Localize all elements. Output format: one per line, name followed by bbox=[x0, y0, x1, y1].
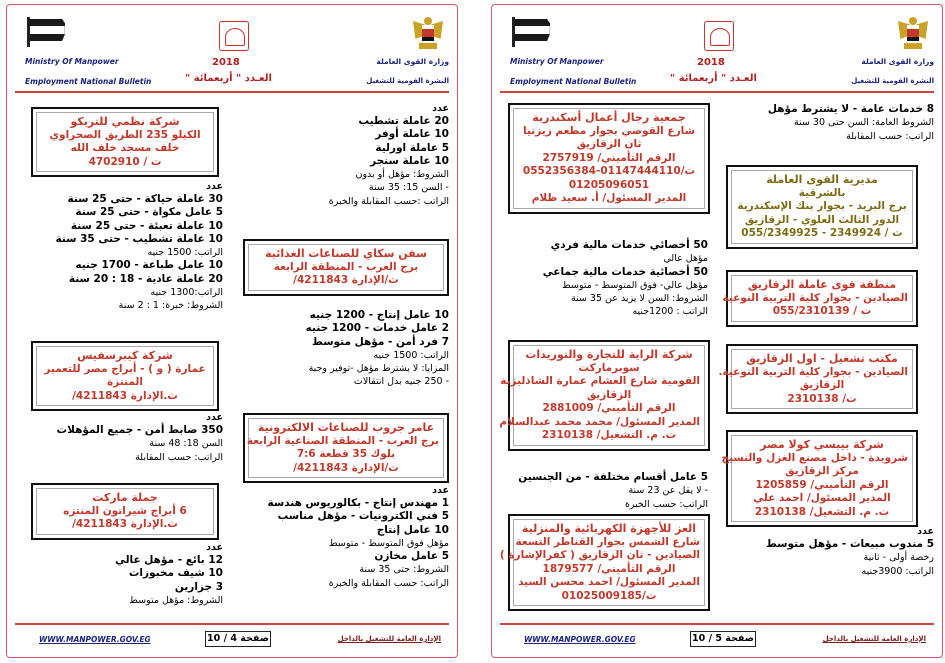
job-list bbox=[25, 412, 223, 464]
job-list bbox=[237, 309, 449, 389]
company-detail: المدير المسئول/ احمد محسن السيد bbox=[518, 576, 700, 588]
company-info bbox=[248, 418, 444, 478]
company-info bbox=[731, 170, 913, 244]
company-detail: مركز الزقازيق bbox=[785, 465, 859, 477]
job-line: 5 عاملة اورلية bbox=[375, 141, 449, 154]
job-line: 5 عامل مخازن bbox=[374, 550, 449, 563]
ministry-name-ar: وزارة القوى العاملة bbox=[376, 57, 449, 66]
ministry-name-en: Ministry Of Manpower bbox=[510, 57, 604, 66]
company-detail: 6 أبراج شيراتون المنتزه bbox=[63, 504, 187, 517]
job-line: 5 عامل مكواة - حتى 25 سنة bbox=[75, 206, 223, 219]
company-detail: ت/الإدارة 4211843/ bbox=[293, 274, 399, 286]
job-line: مؤهل عالي- فوق المتوسط - متوسط bbox=[562, 279, 708, 291]
company-detail: شارع القوصي بجوار مطعم زيزنيا bbox=[523, 124, 695, 137]
job-line: 350 ضابط أمن - جميع المؤهلات bbox=[56, 424, 223, 436]
company-detail: عمارة ( و ) - أبراج مصر للتعمير bbox=[44, 362, 206, 375]
company-detail: المدير المسئول/ محمد محمد عبدالسلام bbox=[499, 415, 700, 428]
company-info bbox=[36, 346, 214, 406]
company-detail: ت.الإدارة 4211843/ bbox=[72, 389, 178, 402]
company-detail: ت/01147444110-0552356384 bbox=[522, 165, 696, 177]
job-line: 50 أخصائي خدمات مالية فردي bbox=[550, 239, 708, 251]
eagle-emblem-icon bbox=[413, 17, 443, 51]
issue-number: العـدد " أربعمائة " bbox=[670, 73, 757, 84]
company-box-maktab bbox=[718, 344, 918, 414]
job-list bbox=[722, 526, 934, 578]
year: 2018 bbox=[697, 57, 725, 68]
job-line: 10 عامل إنتاج bbox=[376, 523, 449, 536]
job-line: الشروط: حتى 35 سنة bbox=[359, 564, 449, 576]
company-detail: ت. م. التشغيل/ 2310138 bbox=[754, 505, 890, 518]
job-list bbox=[25, 181, 223, 313]
page-footer bbox=[500, 623, 934, 651]
job-list bbox=[25, 542, 223, 607]
job-line: مؤهل عالي bbox=[663, 253, 708, 265]
job-line: الراتب: حسب المقابلة bbox=[135, 451, 223, 463]
job-line: 10 عاملة سنجر bbox=[370, 154, 449, 167]
bulletin-name-en: Employment National Bulletin bbox=[25, 77, 152, 86]
company-detail: المنتزة bbox=[107, 376, 143, 388]
count-header: عدد bbox=[432, 103, 449, 114]
job-line: 1 مهندس إنتاج - بكالوريوس هندسة bbox=[267, 497, 449, 509]
ministry-logo-icon bbox=[704, 21, 734, 51]
company-detail: ت. م. التشغيل/ 2310138 bbox=[541, 429, 677, 441]
company-detail: ثان الزقازيق bbox=[576, 138, 642, 150]
company-name: جملة ماركت bbox=[92, 491, 158, 504]
job-line: 10 عاملة تشطيب - حتى 35 سنة bbox=[55, 232, 223, 245]
job-line: 10 شيف مخبوزات bbox=[128, 567, 223, 580]
company-detail: ت/01025009185 bbox=[561, 589, 657, 602]
company-info bbox=[36, 488, 214, 535]
company-box-tricot bbox=[31, 107, 219, 177]
company-box-mantiqa bbox=[722, 270, 918, 327]
company-detail: الصيادين - بجوار كلية التربية النوعية bbox=[722, 291, 908, 304]
company-box-sakka bbox=[243, 239, 449, 296]
bulletin-name-ar: النشرة القومية للتشغيل bbox=[851, 77, 934, 85]
job-line: 12 بائع - مؤهل عالي bbox=[114, 554, 223, 566]
divider bbox=[500, 91, 934, 93]
company-info bbox=[36, 112, 214, 172]
company-detail: الزقازيق bbox=[799, 379, 845, 391]
divider bbox=[15, 91, 449, 93]
flag-icon bbox=[29, 19, 65, 41]
company-detail: بالشرقية bbox=[798, 186, 846, 199]
company-name: العز للأجهزة الكهربائية والمنزلية bbox=[521, 522, 697, 535]
job-line: الراتب: 1500 جنيه bbox=[147, 247, 223, 259]
company-name: جمعية رجال أعمال أسكندرية bbox=[532, 111, 686, 124]
company-detail: 01205096051 bbox=[568, 178, 650, 191]
job-list bbox=[510, 239, 708, 319]
company-box-rigal bbox=[508, 103, 710, 214]
job-line: 30 عاملة حياكة - حتى 25 سنة bbox=[67, 193, 223, 205]
company-detail: ت/ 2310138 bbox=[787, 392, 857, 405]
job-line: 10 عامل إنتاج - 1200 جنيه bbox=[309, 309, 449, 321]
job-line: 10 عاملة أوفر bbox=[375, 128, 449, 141]
eagle-emblem-icon bbox=[898, 17, 928, 51]
page-header bbox=[7, 5, 457, 100]
company-detail: خلف مسجد خلف الله bbox=[70, 142, 180, 154]
job-line: 5 مندوب مبيعات - مؤهل متوسط bbox=[765, 538, 934, 550]
company-name: سفن سكاي للصناعات الغذائية bbox=[265, 247, 427, 260]
job-line: الراتب: 3900جنيه bbox=[861, 565, 934, 577]
job-line: 7 فرد أمن - مؤهل متوسط bbox=[312, 335, 449, 348]
job-line: - السن 15: 35 سنة bbox=[368, 182, 449, 194]
job-line: الراتب: حسب المقابلة bbox=[846, 130, 934, 142]
company-info bbox=[718, 349, 913, 409]
company-detail: المدير المسئول/ احمد علي bbox=[753, 492, 891, 504]
company-detail: ت / 2349924 - 055/2349925 bbox=[741, 227, 903, 239]
website-link[interactable]: WWW.MANPOWER.GOV.EG bbox=[524, 635, 636, 644]
count-header: عدد bbox=[206, 412, 223, 423]
count-header: عدد bbox=[432, 485, 449, 496]
job-line: 3 جزارين bbox=[174, 580, 223, 593]
company-detail: الصيادين - ثان الزقازيق ( كفرالإشارة ) bbox=[499, 549, 700, 561]
job-list bbox=[722, 103, 934, 143]
divider bbox=[15, 623, 449, 625]
ministry-name-ar: وزارة القوى العاملة bbox=[861, 57, 934, 66]
page-header bbox=[492, 5, 942, 100]
divider bbox=[500, 623, 934, 625]
job-line: 10 عامل طباعة - 1700 جنيه bbox=[75, 259, 223, 272]
flag-icon bbox=[514, 19, 550, 41]
count-header: عدد bbox=[206, 181, 223, 192]
job-line: الشروط العامة: السن حتى 30 سنة bbox=[793, 117, 934, 129]
job-line: السن 18: 48 سنة bbox=[149, 438, 223, 450]
job-line: 2 عامل خدمات - 1200 جنيه bbox=[305, 322, 449, 335]
job-line: الراتب: حسب المقابلة والخبرة bbox=[328, 577, 449, 589]
ministry-name-en: Ministry Of Manpower bbox=[25, 57, 119, 66]
job-line: 10 عاملة تعبئة - حتى 25 سنة bbox=[70, 219, 223, 232]
department-name: الإدارة العامة للتشغيل بالداخل bbox=[337, 635, 441, 643]
page-number: صفحة 5 / 10 bbox=[690, 631, 756, 647]
company-name: شركة الراية للتجارة والتوريدات bbox=[525, 348, 693, 361]
company-name: مديرية القوى العاملة bbox=[766, 173, 878, 186]
bulletin-name-ar: النشرة القومية للتشغيل bbox=[366, 77, 449, 85]
job-line: مؤهل فوق المتوسط - متوسط bbox=[328, 537, 449, 549]
company-detail: شرويدة - داخل مصنع الغزل والنسيج bbox=[721, 451, 908, 464]
year: 2018 bbox=[212, 57, 240, 68]
job-line: 20 عاملة تشطيب bbox=[358, 115, 449, 127]
company-detail: المدير المسئول/ أ. سعيد ظلام bbox=[531, 192, 687, 204]
company-box-amer bbox=[243, 413, 449, 483]
company-detail: الزقازيق bbox=[586, 388, 632, 401]
company-detail: الصيادين - بجوار كلية التربية النوعية. bbox=[718, 365, 908, 378]
count-header: عدد bbox=[206, 542, 223, 553]
company-box-kiber bbox=[31, 341, 219, 411]
job-line: 50 أخصائية خدمات مالية جماعي bbox=[542, 265, 708, 278]
company-detail: ت / 4702910 bbox=[88, 155, 162, 168]
company-detail: بلوك 35 قطعة 7:6 bbox=[296, 448, 396, 460]
job-line: الشروط: مؤهل متوسط bbox=[129, 594, 223, 606]
job-line: الشروط: خبرة: 1 : 2 سنة bbox=[118, 300, 223, 312]
company-info bbox=[499, 519, 705, 606]
company-detail: الرقم التأميني/ 1205859 bbox=[755, 478, 889, 491]
job-line: - 250 جنيه بدل انتقالات bbox=[353, 376, 449, 388]
page-4 bbox=[6, 4, 458, 658]
company-name: شركة نظمي للتريكو bbox=[70, 115, 180, 128]
company-box-mudiria bbox=[726, 165, 918, 249]
company-detail: سوبرماركت bbox=[578, 361, 640, 374]
job-line: المزايا: لا يشترط مؤهل -توفير وجبة bbox=[308, 363, 449, 375]
job-line: - لا يقل عن 23 سنة bbox=[628, 485, 708, 497]
company-box-raya bbox=[499, 340, 710, 451]
job-line: الشروط: مؤهل أو بدون bbox=[355, 169, 449, 181]
company-detail: الرقم التأميني/ 1879577 bbox=[542, 562, 676, 575]
job-line: الشروط: السن لا يزيد عن 35 سنة bbox=[570, 293, 708, 305]
company-box-pepsi bbox=[721, 430, 918, 527]
department-name: الإدارة العامة للتشغيل بالداخل bbox=[822, 635, 926, 643]
job-line: 5 عامل أقسام مختلفة - من الجنسين bbox=[518, 471, 708, 483]
company-info bbox=[513, 108, 705, 209]
job-line: 20 عاملة عادية - 18 : 20 سنة bbox=[68, 272, 223, 285]
company-detail: الدور الثالث العلوي - الزقازيق bbox=[744, 213, 900, 226]
company-name: مكتب تشغيل - اول الزقازيق bbox=[746, 352, 898, 365]
ministry-logo-icon bbox=[219, 21, 249, 51]
company-detail: الرقم التأميني/ 2757919 bbox=[542, 151, 676, 164]
job-line: الراتب :حسب المقابلة والخبرة bbox=[328, 195, 449, 207]
count-header: عدد bbox=[917, 526, 934, 537]
company-info bbox=[721, 435, 913, 522]
company-info bbox=[499, 345, 705, 446]
company-box-gomla bbox=[31, 483, 219, 540]
company-name: شركة كيبرسفيس bbox=[77, 349, 173, 362]
page-footer bbox=[15, 623, 449, 651]
company-detail: برج البريد - بجوار بنك الإسكندرية bbox=[737, 200, 907, 212]
company-detail: ت/الإدارة 4211843/ bbox=[293, 461, 399, 474]
job-list bbox=[237, 103, 449, 208]
bulletin-name-en: Employment National Bulletin bbox=[510, 77, 637, 86]
page-5 bbox=[491, 4, 943, 658]
company-detail: برج العرب - المنطقة الرابعة bbox=[273, 260, 419, 273]
job-line: الراتب : 1200جنيه bbox=[632, 306, 708, 318]
job-line: الراتب: حسب الخبرة bbox=[624, 498, 708, 510]
company-detail: ت.الإدارة 4211843/ bbox=[72, 518, 178, 530]
company-detail: الكيلو 235 الطريق الصحراوي bbox=[49, 128, 201, 141]
company-name: شركة بيبسي كولا مصر bbox=[760, 438, 884, 451]
company-detail: الرقم التأميني/ 2881009 bbox=[542, 402, 676, 414]
job-line: 5 فني الكترونيات - مؤهل مناسب bbox=[277, 510, 449, 523]
issue-number: العـدد " أربعمائة " bbox=[185, 73, 272, 84]
job-list bbox=[237, 485, 449, 590]
job-line: 8 خدمات عامة - لا يشترط مؤهل bbox=[767, 103, 934, 115]
company-box-ezz bbox=[499, 514, 710, 611]
company-detail: برج العرب - المنطقة الصناعية الرابعة bbox=[246, 434, 439, 447]
job-line: رخصة أولى - ثانية bbox=[863, 552, 934, 564]
company-name: منطقة قوى عاملة الزقازيق bbox=[747, 278, 897, 291]
page-number: صفحة 4 / 10 bbox=[205, 631, 271, 647]
job-line: الراتب:1300 جنيه bbox=[150, 287, 223, 299]
company-detail: القومية شارع الغشام عمارة الشاذليزية bbox=[500, 375, 700, 387]
company-detail: ت / 055/2310139 bbox=[772, 305, 872, 317]
website-link[interactable]: WWW.MANPOWER.GOV.EG bbox=[39, 635, 151, 644]
company-info bbox=[722, 275, 913, 322]
job-list bbox=[510, 471, 708, 511]
job-line: الراتب: 1500 جنيه bbox=[373, 349, 449, 361]
company-name: عامر جروب للصناعات الالكترونية bbox=[257, 421, 435, 434]
company-info bbox=[248, 244, 444, 291]
company-detail: شارع الشمس بجوار القناطر التسعة bbox=[515, 535, 700, 548]
